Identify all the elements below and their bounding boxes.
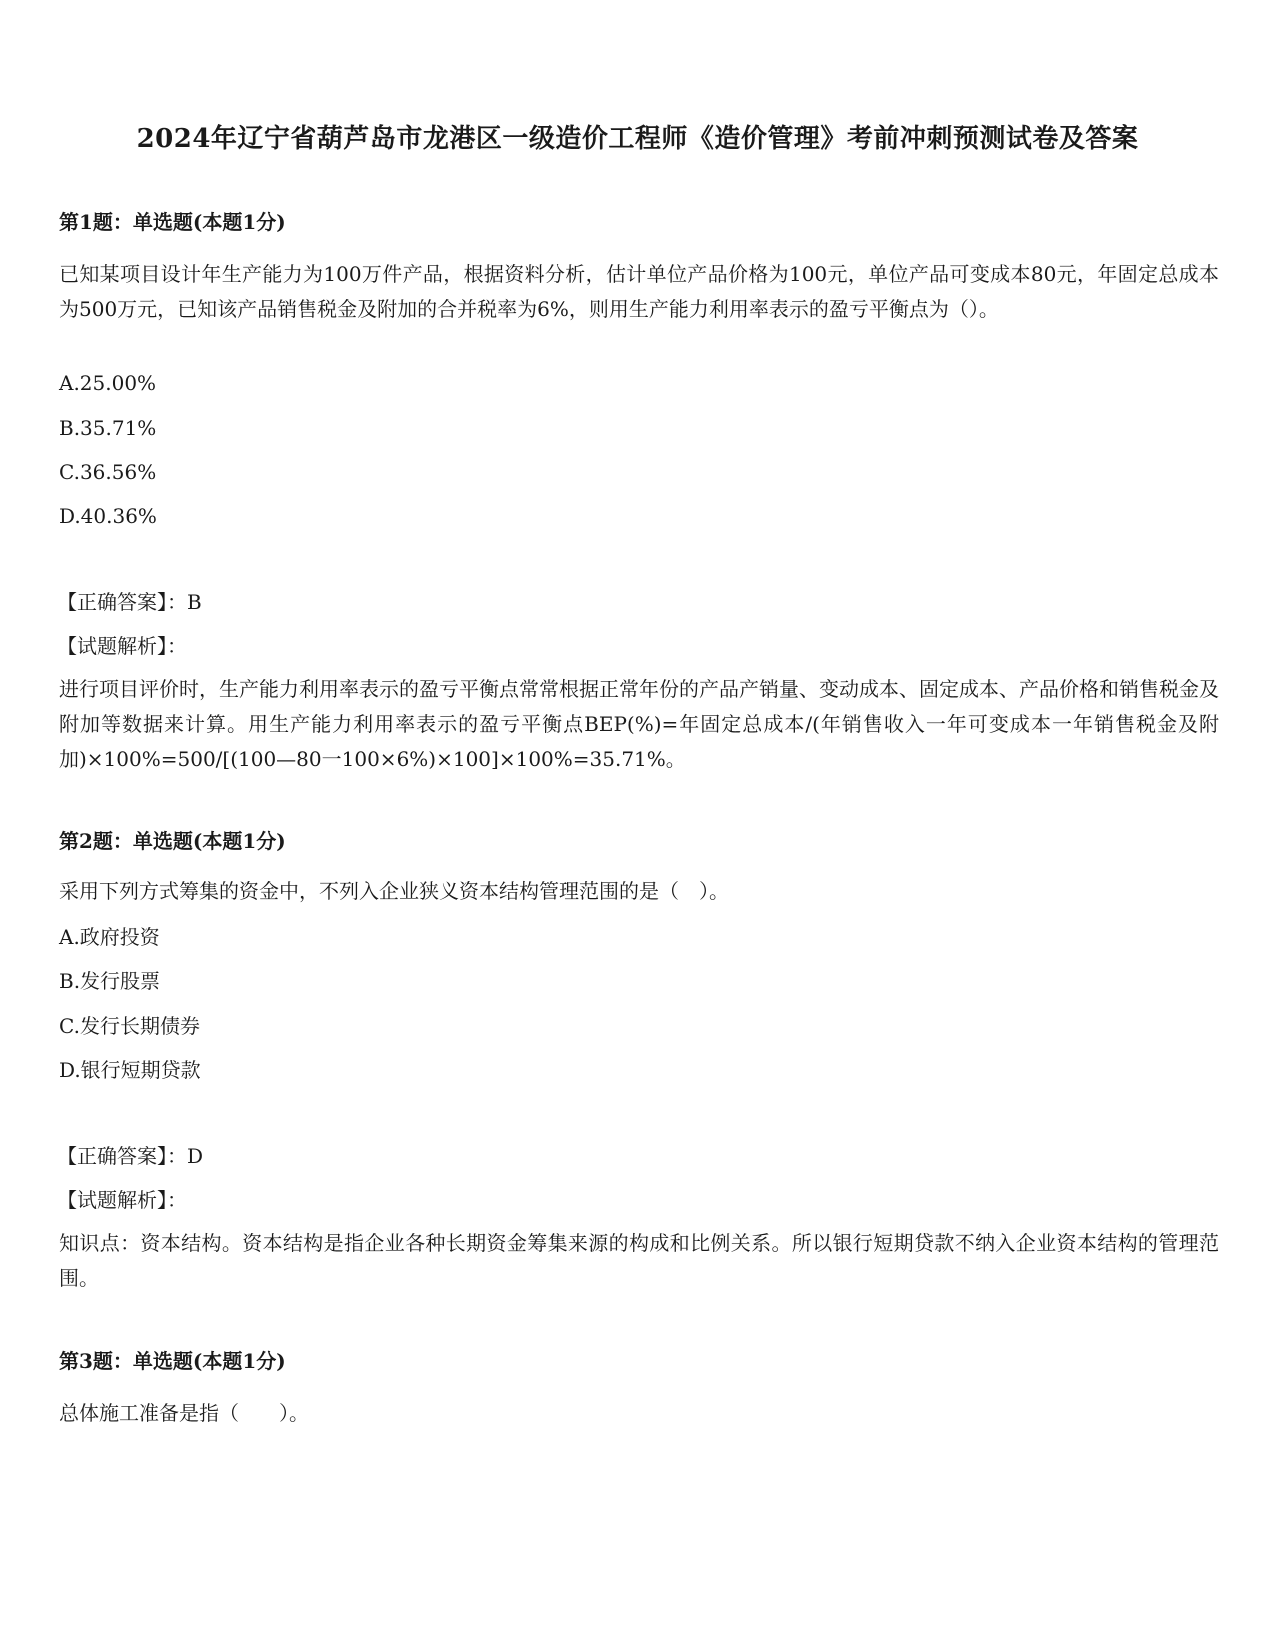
question-1-option-a: A.25.00% <box>59 371 157 395</box>
question-2-option-b: B.发行股票 <box>59 969 161 993</box>
answer-label: 【正确答案】： <box>57 590 187 614</box>
question-2-answer: D <box>187 1144 204 1168</box>
answer-label: 【正确答案】： <box>57 1144 187 1168</box>
question-2-option-a: A.政府投资 <box>59 925 160 949</box>
document-title: 2024年辽宁省葫芦岛市龙港区一级造价工程师《造价管理》考前冲刺预测试卷及答案 <box>136 124 1139 154</box>
question-1-stem: 已知某项目设计年生产能力为100万件产品，根据资料分析，估计单位产品价格为100元，单位产品可变成本80元，年固定总成本为500万元，已知该产品销售税金及附加的合并税率为6%，则用生产能力利用率表示的盈亏平衡点为（）。 <box>59 262 1219 321</box>
question-1-header: 第1题：单选题(本题1分) <box>59 210 286 234</box>
question-2-option-d: D.银行短期贷款 <box>59 1058 201 1082</box>
question-1-option-b: B.35.71% <box>59 416 157 440</box>
question-3-stem: 总体施工准备是指（ ）。 <box>59 1401 309 1425</box>
question-1-option-d: D.40.36% <box>59 504 157 528</box>
question-3-header: 第3题：单选题(本题1分) <box>59 1349 286 1373</box>
question-2-stem: 采用下列方式筹集的资金中，不列入企业狭义资本结构管理范围的是（ ）。 <box>59 879 729 903</box>
question-2-option-c: C.发行长期债券 <box>59 1014 200 1038</box>
question-1-analysis-label: 【试题解析】： <box>57 634 187 658</box>
question-1-answer: B <box>187 590 202 614</box>
question-1-option-c: C.36.56% <box>59 460 157 484</box>
question-2-analysis: 知识点：资本结构。资本结构是指企业各种长期资金筹集来源的构成和比例关系。所以银行短期贷款不纳入企业资本结构的管理范围。 <box>59 1231 1219 1290</box>
question-1-analysis: 进行项目评价时，生产能力利用率表示的盈亏平衡点常常根据正常年份的产品产销量、变动成本、固定成本、产品价格和销售税金及附加等数据来计算。用生产能力利用率表示的盈亏平衡点BEP(%)=年固定总成本/(年销售收入一年可变成本一年销售税金及附加)×100%=500/[(100—80一100×6%)×100]×100%=35.71%。 <box>59 677 1219 771</box>
question-1-answer-line <box>57 584 1217 620</box>
question-2-header: 第2题：单选题(本题1分) <box>59 829 286 853</box>
question-2-analysis-label: 【试题解析】： <box>57 1188 187 1212</box>
question-2-answer-line <box>57 1138 1217 1174</box>
